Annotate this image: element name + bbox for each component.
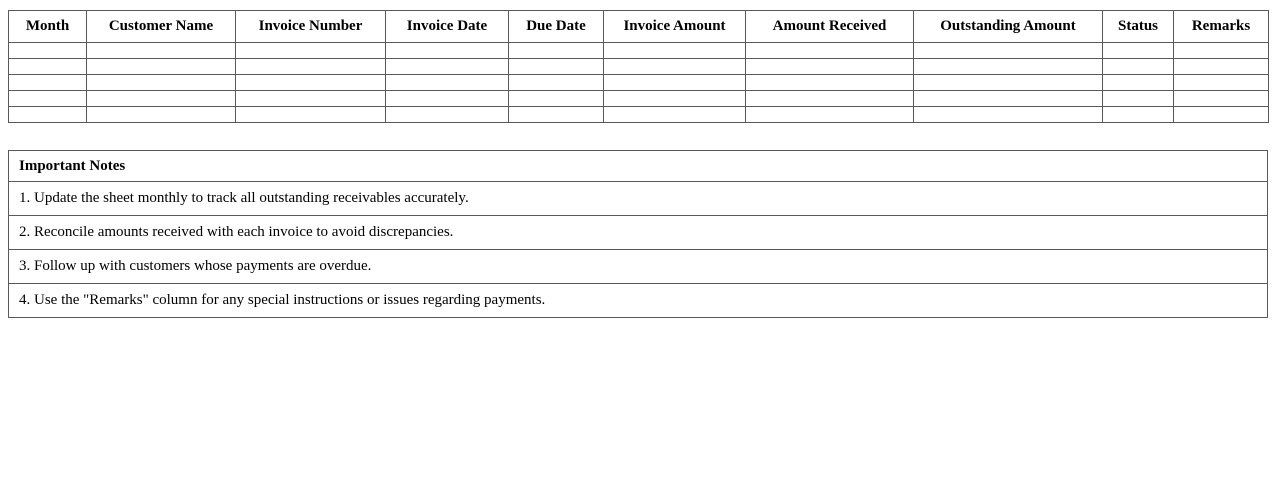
table-cell	[914, 91, 1103, 107]
notes-title: Important Notes	[9, 151, 1268, 182]
column-header-status: Status	[1103, 11, 1174, 43]
note-item: 3. Follow up with customers whose payments are overdue.	[9, 250, 1268, 284]
table-cell	[386, 107, 509, 123]
table-cell	[604, 59, 746, 75]
column-header-due-date: Due Date	[509, 11, 604, 43]
table-cell	[1103, 91, 1174, 107]
receivables-table-body	[9, 43, 1269, 123]
table-cell	[604, 75, 746, 91]
table-cell	[604, 107, 746, 123]
table-cell	[914, 43, 1103, 59]
table-cell	[236, 59, 386, 75]
table-cell	[509, 107, 604, 123]
table-cell	[1174, 43, 1269, 59]
table-cell	[87, 107, 236, 123]
column-header-customer-name: Customer Name	[87, 11, 236, 43]
table-row	[9, 43, 1269, 59]
table-cell	[9, 43, 87, 59]
table-cell	[746, 43, 914, 59]
table-cell	[87, 59, 236, 75]
table-cell	[386, 43, 509, 59]
note-row	[9, 216, 1268, 250]
notes-title-row	[9, 151, 1268, 182]
table-cell	[1174, 107, 1269, 123]
table-cell	[746, 59, 914, 75]
table-cell	[87, 75, 236, 91]
note-row	[9, 284, 1268, 318]
table-cell	[914, 59, 1103, 75]
note-item: 1. Update the sheet monthly to track all outstanding receivables accurately.	[9, 182, 1268, 216]
table-cell	[9, 91, 87, 107]
column-header-outstanding-amount: Outstanding Amount	[914, 11, 1103, 43]
table-cell	[914, 75, 1103, 91]
column-header-month: Month	[9, 11, 87, 43]
note-item: 4. Use the "Remarks" column for any special instructions or issues regarding payments.	[9, 284, 1268, 318]
table-cell	[509, 75, 604, 91]
table-cell	[1103, 107, 1174, 123]
table-row	[9, 107, 1269, 123]
table-cell	[236, 107, 386, 123]
column-header-invoice-amount: Invoice Amount	[604, 11, 746, 43]
notes-table	[8, 150, 1268, 318]
table-cell	[386, 75, 509, 91]
table-cell	[1103, 59, 1174, 75]
table-cell	[746, 75, 914, 91]
column-header-remarks: Remarks	[1174, 11, 1269, 43]
table-cell	[9, 75, 87, 91]
table-cell	[509, 59, 604, 75]
table-cell	[1174, 91, 1269, 107]
table-row	[9, 75, 1269, 91]
table-cell	[746, 107, 914, 123]
table-cell	[236, 91, 386, 107]
note-row	[9, 250, 1268, 284]
table-cell	[604, 43, 746, 59]
table-cell	[87, 91, 236, 107]
table-cell	[1103, 75, 1174, 91]
table-cell	[509, 91, 604, 107]
table-cell	[1174, 75, 1269, 91]
table-cell	[1103, 43, 1174, 59]
table-cell	[87, 43, 236, 59]
table-cell	[914, 107, 1103, 123]
table-cell	[236, 43, 386, 59]
table-cell	[9, 59, 87, 75]
table-row	[9, 91, 1269, 107]
column-header-invoice-number: Invoice Number	[236, 11, 386, 43]
receivables-table	[8, 10, 1269, 123]
table-cell	[746, 91, 914, 107]
table-cell	[386, 91, 509, 107]
column-header-invoice-date: Invoice Date	[386, 11, 509, 43]
table-row	[9, 59, 1269, 75]
table-cell	[9, 107, 87, 123]
table-cell	[386, 59, 509, 75]
column-header-amount-received: Amount Received	[746, 11, 914, 43]
note-item: 2. Reconcile amounts received with each invoice to avoid discrepancies.	[9, 216, 1268, 250]
table-cell	[509, 43, 604, 59]
table-cell	[1174, 59, 1269, 75]
header-row	[9, 11, 1269, 43]
note-row	[9, 182, 1268, 216]
table-cell	[236, 75, 386, 91]
table-cell	[604, 91, 746, 107]
